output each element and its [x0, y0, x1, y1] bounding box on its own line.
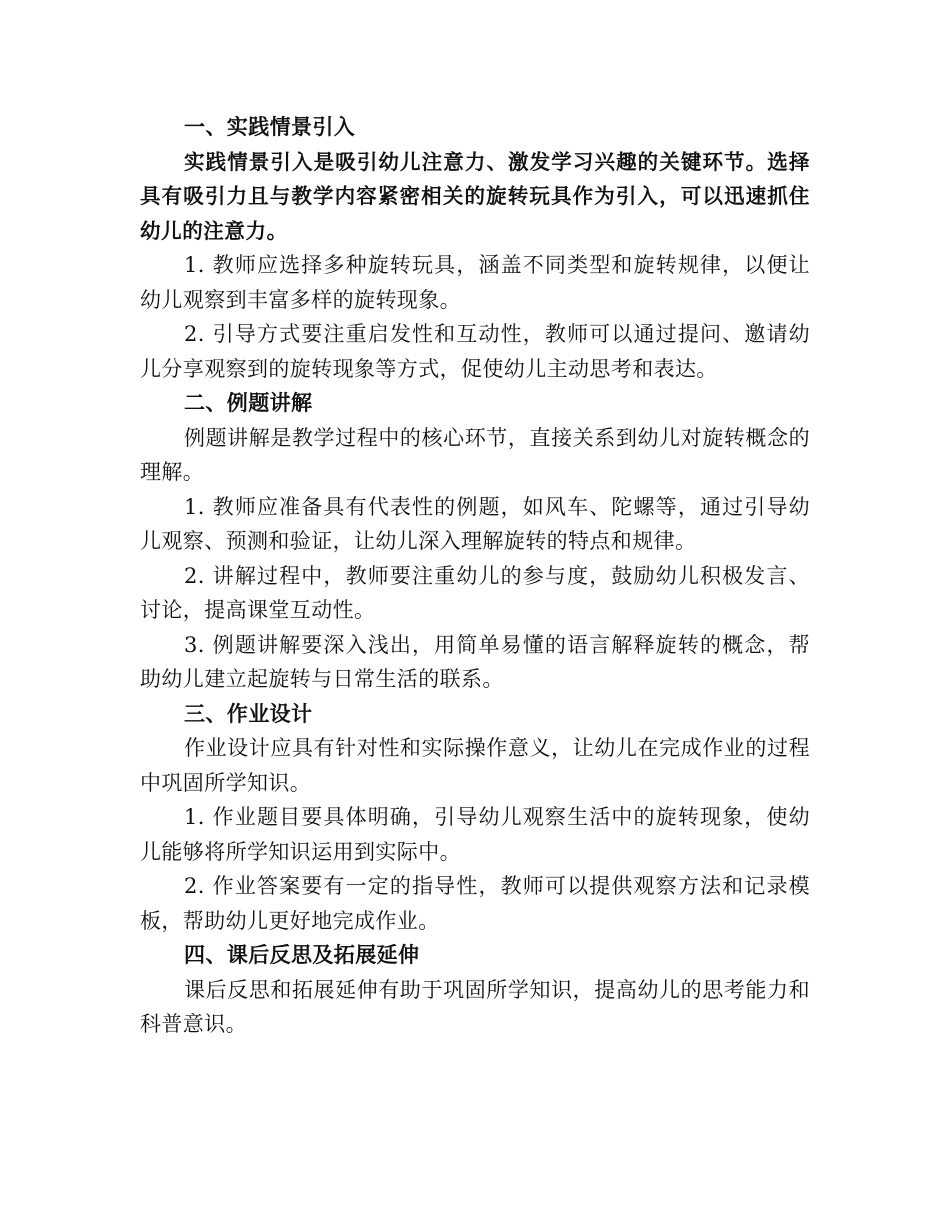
section-3-item-2: 2. 作业答案要有一定的指导性，教师可以提供观察方法和记录模板，帮助幼儿更好地完成作业。: [140, 874, 810, 933]
document-body: [140, 110, 810, 1042]
section-2-item-3: 3. 例题讲解要深入浅出，用简单易懂的语言解释旋转的概念，帮助幼儿建立起旋转与日常生活的联系。: [140, 632, 810, 691]
section-intro-3: 作业设计应具有针对性和实际操作意义，让幼儿在完成作业的过程中巩固所学知识。: [140, 736, 810, 795]
section-1-item-1: 1. 教师应选择多种旋转玩具，涵盖不同类型和旋转规律，以便让幼儿观察到丰富多样的旋转现象。: [140, 253, 810, 312]
section-intro-2: 例题讲解是教学过程中的核心环节，直接关系到幼儿对旋转概念的理解。: [140, 425, 810, 484]
section-heading-3: 三、作业设计: [184, 701, 313, 726]
section-intro-4: 课后反思和拓展延伸有助于巩固所学知识，提高幼儿的思考能力和科普意识。: [140, 977, 810, 1036]
section-1-item-2: 2. 引导方式要注重启发性和互动性，教师可以通过提问、邀请幼儿分享观察到的旋转现象等方式，促使幼儿主动思考和表达。: [140, 322, 810, 381]
section-heading-4: 四、课后反思及拓展延伸: [184, 943, 420, 967]
section-3-item-1: 1. 作业题目要具体明确，引导幼儿观察生活中的旋转现象，使幼儿能够将所学知识运用到实际中。: [140, 805, 810, 864]
section-intro-1: 实践情景引入是吸引幼儿注意力、激发学习兴趣的关键环节。选择具有吸引力且与教学内容紧密相关的旋转玩具作为引入，可以迅速抓住幼儿的注意力。: [140, 149, 810, 243]
section-2-item-1: 1. 教师应准备具有代表性的例题，如风车、陀螺等，通过引导幼儿观察、预测和验证，让幼儿深入理解旋转的特点和规律。: [140, 494, 810, 553]
section-heading-2: 二、例题讲解: [184, 391, 313, 415]
section-heading-1: 一、实践情景引入: [184, 115, 356, 139]
section-2-item-2: 2. 讲解过程中，教师要注重幼儿的参与度，鼓励幼儿积极发言、讨论，提高课堂互动性。: [140, 563, 810, 622]
